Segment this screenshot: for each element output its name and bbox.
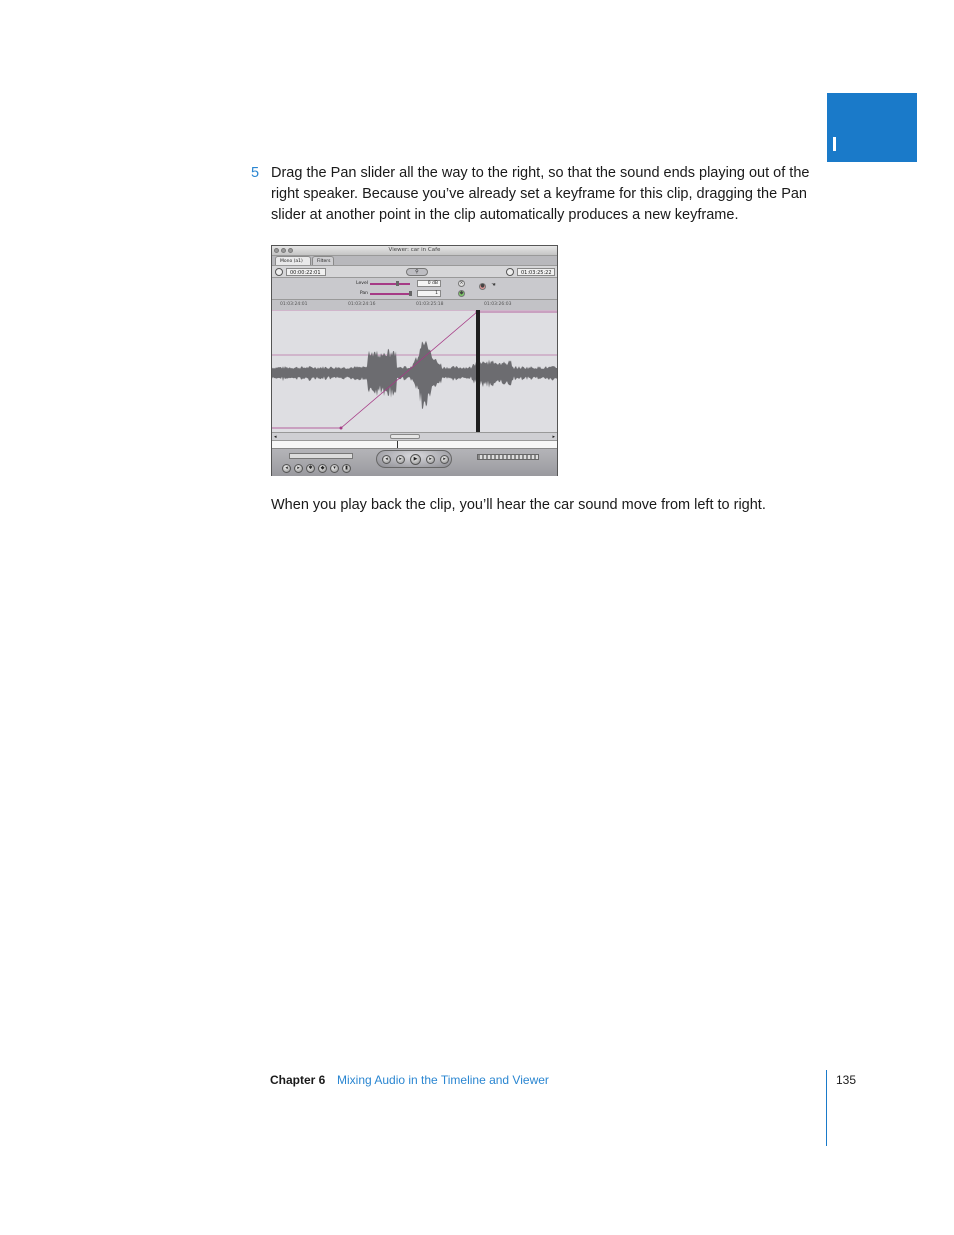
- tab-filters[interactable]: Filters: [312, 256, 334, 265]
- level-slider-knob[interactable]: [396, 281, 399, 286]
- audio-waveform: [272, 341, 557, 409]
- footer-divider: [826, 1070, 827, 1146]
- go-to-previous-edit-icon[interactable]: ◂: [382, 455, 391, 464]
- step-number: 5: [251, 165, 260, 181]
- level-slider[interactable]: [370, 283, 410, 285]
- viewer-window: [271, 245, 558, 476]
- tab-mono[interactable]: Mono (a1): [275, 256, 311, 265]
- transport-controls: [272, 448, 557, 476]
- add-marker-icon[interactable]: ▾: [330, 464, 339, 473]
- shuttle-control[interactable]: [477, 454, 539, 460]
- waveform-area[interactable]: [272, 310, 557, 432]
- keyframe-marker: [340, 427, 343, 430]
- audio-controls: [272, 277, 557, 300]
- viewer-title: Viewer: car in Cafe: [388, 247, 441, 253]
- current-timecode[interactable]: 01:03:25:22: [517, 268, 555, 276]
- hand-icon[interactable]: ☚: [491, 282, 496, 288]
- mark-clip-icon[interactable]: ✱: [306, 464, 315, 473]
- duration-clock-icon: [275, 268, 283, 276]
- playhead: [476, 310, 480, 432]
- ruler-tick: 01:03:25:18: [416, 302, 444, 307]
- scroll-left-icon[interactable]: ◂: [274, 434, 277, 440]
- level-label: Level: [356, 281, 368, 286]
- pan-keyframe-icon[interactable]: ◆: [459, 290, 464, 296]
- step-text: Drag the Pan slider all the way to the right, so that the sound ends playing out of the right speaker. Because you’ve already set a keyframe for this clip, dragging the Pan slider at another point in the clip automatically produces a new keyframe.: [271, 165, 810, 223]
- pan-slider-knob[interactable]: [409, 291, 412, 296]
- footer-chapter-title: Mixing Audio in the Timeline and Viewer: [337, 1073, 549, 1087]
- pan-label: Pan: [359, 291, 368, 296]
- level-reset-icon[interactable]: ×: [459, 280, 464, 286]
- footer-chapter-label: Chapter 6: [270, 1073, 326, 1087]
- level-value[interactable]: 0 dB: [417, 280, 441, 287]
- ruler-tick: 01:03:24:16: [348, 302, 376, 307]
- add-keyframe-icon[interactable]: ◆: [318, 464, 327, 473]
- play-icon[interactable]: ▶: [410, 454, 421, 465]
- duration-timecode[interactable]: 00:00:22:01: [286, 268, 326, 276]
- scroll-right-icon[interactable]: ▸: [552, 434, 555, 440]
- play-around-icon[interactable]: ▸: [426, 455, 435, 464]
- viewer-menu-button[interactable]: ⚲: [406, 268, 428, 276]
- play-in-to-out-icon[interactable]: ▸: [396, 455, 405, 464]
- match-frame-icon[interactable]: ▮: [342, 464, 351, 473]
- in-point-icon[interactable]: ◂: [282, 464, 291, 473]
- scroll-thumb[interactable]: [390, 434, 420, 439]
- chapter-tab: [827, 93, 917, 162]
- jog-control[interactable]: [289, 453, 353, 459]
- page-number: 135: [836, 1073, 857, 1087]
- viewer-titlebar: [272, 246, 557, 256]
- after-text: When you play back the clip, you’ll hear the car sound move from left to right.: [271, 497, 766, 513]
- pan-value[interactable]: 1: [417, 290, 441, 297]
- stop-icon[interactable]: ●: [480, 283, 485, 289]
- chapter-tab-mark: [833, 137, 836, 151]
- playback-pod: [376, 450, 452, 468]
- ruler-tick: 01:03:24:01: [280, 302, 308, 307]
- out-point-icon[interactable]: ▸: [294, 464, 303, 473]
- pan-slider[interactable]: [370, 293, 410, 295]
- go-to-next-edit-icon[interactable]: ▸: [440, 455, 449, 464]
- current-clock-icon: [506, 268, 514, 276]
- ruler-tick: 01:03:26:03: [484, 302, 512, 307]
